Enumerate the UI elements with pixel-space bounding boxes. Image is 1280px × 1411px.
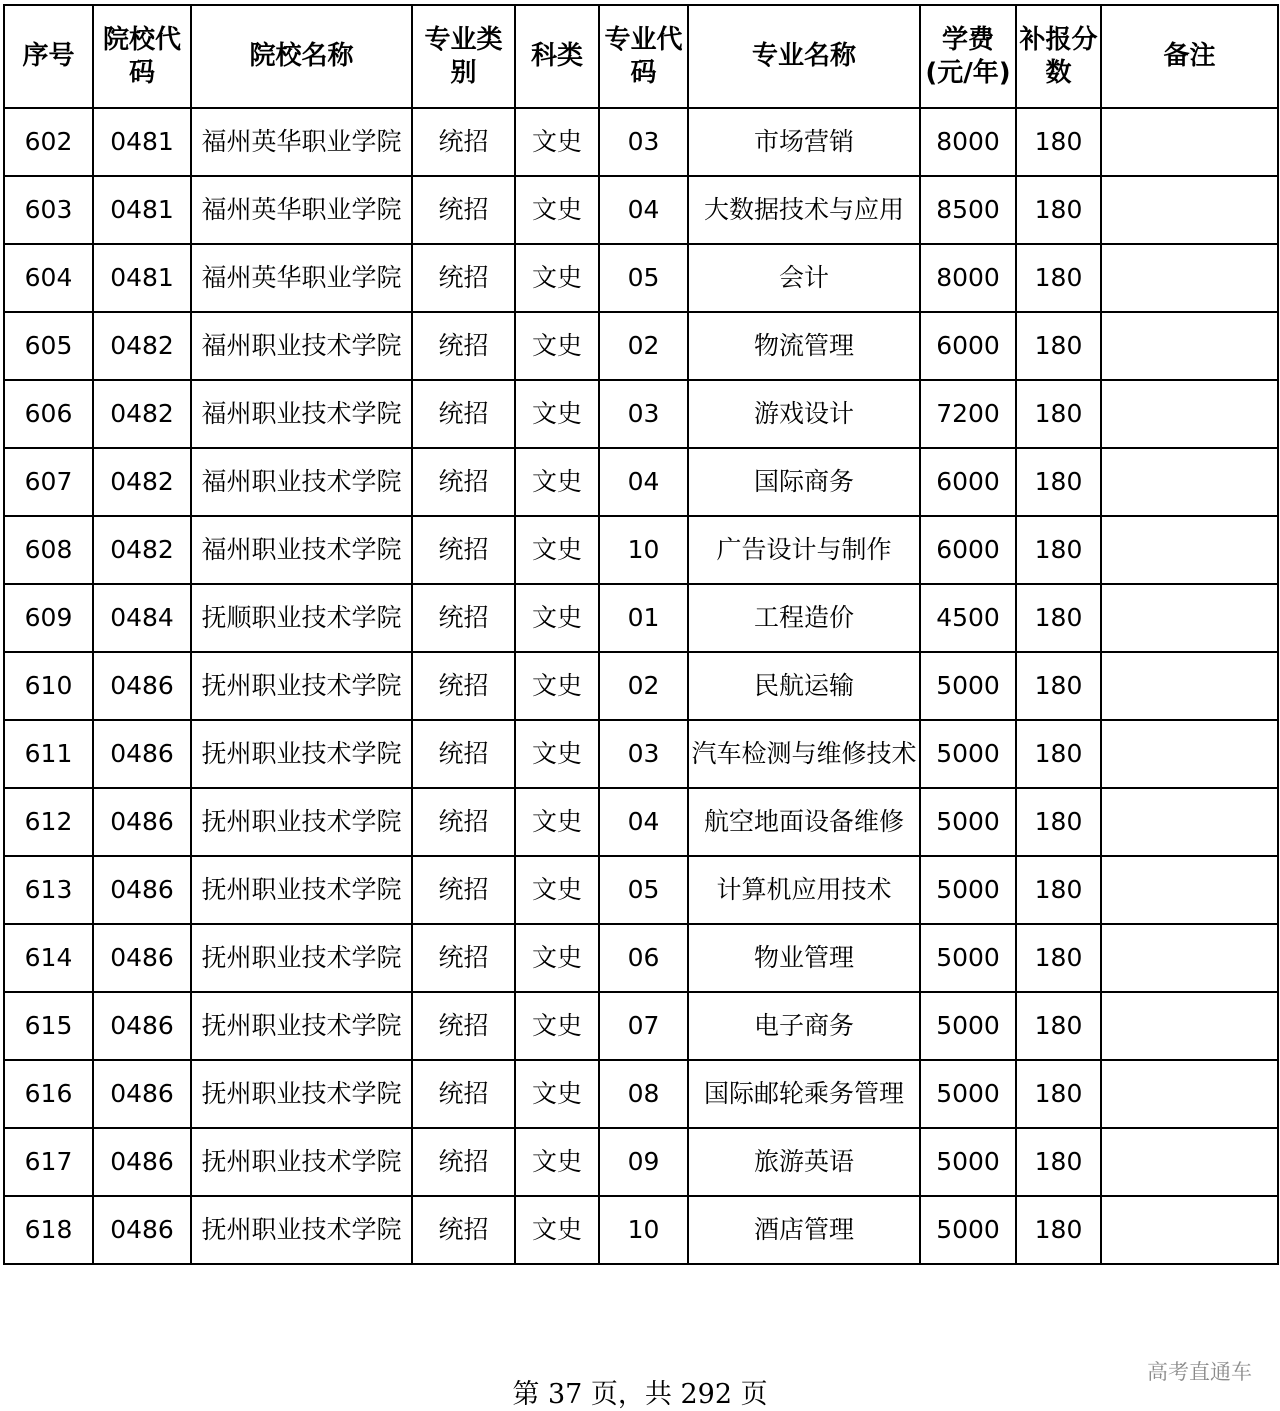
cell-school-name: 抚州职业技术学院 xyxy=(191,856,412,924)
cell-school-name: 抚州职业技术学院 xyxy=(191,1196,412,1264)
header-category: 专业类别 xyxy=(412,5,515,108)
cell-remarks xyxy=(1101,176,1278,244)
cell-subject: 文史 xyxy=(515,312,599,380)
table-row xyxy=(4,584,1278,652)
cell-remarks xyxy=(1101,312,1278,380)
cell-remarks xyxy=(1101,720,1278,788)
cell-score: 180 xyxy=(1016,1196,1101,1264)
cell-major-code: 03 xyxy=(599,720,688,788)
table-row xyxy=(4,652,1278,720)
cell-major-code: 10 xyxy=(599,1196,688,1264)
cell-subject: 文史 xyxy=(515,448,599,516)
cell-school-name: 福州职业技术学院 xyxy=(191,448,412,516)
header-remarks: 备注 xyxy=(1101,5,1278,108)
cell-subject: 文史 xyxy=(515,380,599,448)
cell-major-code: 05 xyxy=(599,244,688,312)
cell-school-code: 0486 xyxy=(93,720,191,788)
cell-major-name: 广告设计与制作 xyxy=(688,516,920,584)
cell-score: 180 xyxy=(1016,992,1101,1060)
table-row xyxy=(4,1128,1278,1196)
cell-subject: 文史 xyxy=(515,992,599,1060)
cell-subject: 文史 xyxy=(515,244,599,312)
cell-school-code: 0486 xyxy=(93,1196,191,1264)
cell-tuition: 6000 xyxy=(920,312,1016,380)
cell-major-name: 物业管理 xyxy=(688,924,920,992)
cell-major-code: 03 xyxy=(599,380,688,448)
cell-tuition: 6000 xyxy=(920,516,1016,584)
cell-major-name: 航空地面设备维修 xyxy=(688,788,920,856)
cell-tuition: 5000 xyxy=(920,1128,1016,1196)
cell-major-name: 电子商务 xyxy=(688,992,920,1060)
cell-remarks xyxy=(1101,1060,1278,1128)
table-row xyxy=(4,516,1278,584)
cell-major-name: 计算机应用技术 xyxy=(688,856,920,924)
cell-school-code: 0486 xyxy=(93,1128,191,1196)
cell-school-code: 0486 xyxy=(93,924,191,992)
cell-subject: 文史 xyxy=(515,856,599,924)
cell-category: 统招 xyxy=(412,176,515,244)
cell-subject: 文史 xyxy=(515,176,599,244)
cell-score: 180 xyxy=(1016,652,1101,720)
cell-major-code: 02 xyxy=(599,652,688,720)
cell-major-code: 07 xyxy=(599,992,688,1060)
header-school-code: 院校代码 xyxy=(93,5,191,108)
cell-school-code: 0486 xyxy=(93,856,191,924)
cell-score: 180 xyxy=(1016,312,1101,380)
cell-subject: 文史 xyxy=(515,516,599,584)
cell-score: 180 xyxy=(1016,1060,1101,1128)
cell-tuition: 5000 xyxy=(920,1060,1016,1128)
cell-school-name: 抚州职业技术学院 xyxy=(191,1060,412,1128)
cell-score: 180 xyxy=(1016,788,1101,856)
cell-index: 614 xyxy=(4,924,93,992)
cell-major-name: 汽车检测与维修技术 xyxy=(688,720,920,788)
cell-remarks xyxy=(1101,992,1278,1060)
cell-major-code: 02 xyxy=(599,312,688,380)
cell-tuition: 6000 xyxy=(920,448,1016,516)
table-row xyxy=(4,176,1278,244)
cell-school-name: 福州英华职业学院 xyxy=(191,244,412,312)
cell-tuition: 8000 xyxy=(920,244,1016,312)
cell-remarks xyxy=(1101,448,1278,516)
cell-school-code: 0486 xyxy=(93,788,191,856)
cell-school-name: 福州职业技术学院 xyxy=(191,380,412,448)
cell-score: 180 xyxy=(1016,584,1101,652)
cell-major-name: 游戏设计 xyxy=(688,380,920,448)
cell-school-code: 0481 xyxy=(93,108,191,176)
cell-major-code: 09 xyxy=(599,1128,688,1196)
cell-category: 统招 xyxy=(412,516,515,584)
cell-index: 609 xyxy=(4,584,93,652)
table-row xyxy=(4,720,1278,788)
table-row xyxy=(4,244,1278,312)
cell-remarks xyxy=(1101,652,1278,720)
cell-category: 统招 xyxy=(412,856,515,924)
cell-score: 180 xyxy=(1016,448,1101,516)
cell-index: 611 xyxy=(4,720,93,788)
table-row xyxy=(4,380,1278,448)
cell-major-code: 04 xyxy=(599,448,688,516)
cell-school-name: 福州职业技术学院 xyxy=(191,516,412,584)
header-school-name: 院校名称 xyxy=(191,5,412,108)
header-major-code: 专业代码 xyxy=(599,5,688,108)
cell-major-code: 04 xyxy=(599,176,688,244)
table-row xyxy=(4,448,1278,516)
cell-major-name: 酒店管理 xyxy=(688,1196,920,1264)
cell-category: 统招 xyxy=(412,992,515,1060)
cell-major-name: 市场营销 xyxy=(688,108,920,176)
cell-subject: 文史 xyxy=(515,108,599,176)
cell-school-code: 0486 xyxy=(93,992,191,1060)
cell-category: 统招 xyxy=(412,448,515,516)
cell-category: 统招 xyxy=(412,380,515,448)
cell-school-name: 抚州职业技术学院 xyxy=(191,788,412,856)
table-row xyxy=(4,856,1278,924)
cell-school-name: 抚州职业技术学院 xyxy=(191,1128,412,1196)
cell-index: 608 xyxy=(4,516,93,584)
cell-remarks xyxy=(1101,516,1278,584)
cell-major-name: 会计 xyxy=(688,244,920,312)
cell-category: 统招 xyxy=(412,1060,515,1128)
cell-score: 180 xyxy=(1016,1128,1101,1196)
cell-category: 统招 xyxy=(412,788,515,856)
cell-school-code: 0486 xyxy=(93,1060,191,1128)
cell-school-name: 福州职业技术学院 xyxy=(191,312,412,380)
cell-school-name: 抚州职业技术学院 xyxy=(191,924,412,992)
cell-tuition: 8000 xyxy=(920,108,1016,176)
cell-tuition: 5000 xyxy=(920,1196,1016,1264)
cell-tuition: 5000 xyxy=(920,856,1016,924)
table-row xyxy=(4,1196,1278,1264)
cell-subject: 文史 xyxy=(515,1060,599,1128)
cell-school-name: 福州英华职业学院 xyxy=(191,108,412,176)
cell-category: 统招 xyxy=(412,244,515,312)
cell-remarks xyxy=(1101,788,1278,856)
cell-major-code: 08 xyxy=(599,1060,688,1128)
cell-index: 603 xyxy=(4,176,93,244)
cell-tuition: 5000 xyxy=(920,652,1016,720)
cell-category: 统招 xyxy=(412,312,515,380)
cell-category: 统招 xyxy=(412,720,515,788)
cell-remarks xyxy=(1101,380,1278,448)
cell-remarks xyxy=(1101,108,1278,176)
cell-category: 统招 xyxy=(412,652,515,720)
cell-index: 616 xyxy=(4,1060,93,1128)
cell-school-code: 0482 xyxy=(93,380,191,448)
cell-category: 统招 xyxy=(412,584,515,652)
cell-remarks xyxy=(1101,856,1278,924)
cell-major-name: 国际商务 xyxy=(688,448,920,516)
cell-major-code: 03 xyxy=(599,108,688,176)
cell-category: 统招 xyxy=(412,924,515,992)
cell-tuition: 7200 xyxy=(920,380,1016,448)
cell-subject: 文史 xyxy=(515,788,599,856)
cell-index: 602 xyxy=(4,108,93,176)
cell-subject: 文史 xyxy=(515,1128,599,1196)
cell-index: 617 xyxy=(4,1128,93,1196)
page-footer: 第 37 页，共 292 页 xyxy=(512,1379,768,1410)
cell-major-name: 物流管理 xyxy=(688,312,920,380)
cell-major-name: 工程造价 xyxy=(688,584,920,652)
cell-remarks xyxy=(1101,1196,1278,1264)
cell-score: 180 xyxy=(1016,856,1101,924)
header-row xyxy=(4,5,1278,108)
cell-major-code: 06 xyxy=(599,924,688,992)
cell-major-code: 04 xyxy=(599,788,688,856)
cell-school-code: 0481 xyxy=(93,244,191,312)
cell-index: 605 xyxy=(4,312,93,380)
cell-major-code: 10 xyxy=(599,516,688,584)
cell-remarks xyxy=(1101,244,1278,312)
watermark: 高考直通车 xyxy=(1147,1360,1252,1384)
cell-school-code: 0481 xyxy=(93,176,191,244)
cell-major-name: 民航运输 xyxy=(688,652,920,720)
cell-index: 615 xyxy=(4,992,93,1060)
cell-index: 604 xyxy=(4,244,93,312)
table-row xyxy=(4,924,1278,992)
cell-tuition: 8500 xyxy=(920,176,1016,244)
cell-school-code: 0482 xyxy=(93,448,191,516)
cell-score: 180 xyxy=(1016,244,1101,312)
cell-index: 610 xyxy=(4,652,93,720)
cell-index: 612 xyxy=(4,788,93,856)
table-row xyxy=(4,312,1278,380)
cell-remarks xyxy=(1101,924,1278,992)
table-row xyxy=(4,992,1278,1060)
header-subject: 科类 xyxy=(515,5,599,108)
cell-school-code: 0486 xyxy=(93,652,191,720)
cell-school-name: 抚州职业技术学院 xyxy=(191,992,412,1060)
table-row xyxy=(4,108,1278,176)
header-score: 补报分数 xyxy=(1016,5,1101,108)
cell-major-name: 旅游英语 xyxy=(688,1128,920,1196)
table-row xyxy=(4,788,1278,856)
cell-index: 618 xyxy=(4,1196,93,1264)
cell-subject: 文史 xyxy=(515,1196,599,1264)
cell-subject: 文史 xyxy=(515,924,599,992)
cell-major-code: 05 xyxy=(599,856,688,924)
cell-tuition: 4500 xyxy=(920,584,1016,652)
cell-index: 606 xyxy=(4,380,93,448)
cell-category: 统招 xyxy=(412,1128,515,1196)
cell-school-name: 抚州职业技术学院 xyxy=(191,652,412,720)
cell-category: 统招 xyxy=(412,1196,515,1264)
cell-school-name: 抚州职业技术学院 xyxy=(191,720,412,788)
cell-tuition: 5000 xyxy=(920,992,1016,1060)
cell-school-code: 0484 xyxy=(93,584,191,652)
cell-index: 607 xyxy=(4,448,93,516)
cell-score: 180 xyxy=(1016,924,1101,992)
cell-remarks xyxy=(1101,584,1278,652)
cell-score: 180 xyxy=(1016,720,1101,788)
cell-score: 180 xyxy=(1016,516,1101,584)
cell-subject: 文史 xyxy=(515,652,599,720)
cell-major-code: 01 xyxy=(599,584,688,652)
admission-table xyxy=(3,4,1279,1265)
cell-school-name: 福州英华职业学院 xyxy=(191,176,412,244)
cell-tuition: 5000 xyxy=(920,788,1016,856)
cell-score: 180 xyxy=(1016,380,1101,448)
header-major-name: 专业名称 xyxy=(688,5,920,108)
cell-score: 180 xyxy=(1016,108,1101,176)
cell-school-name: 抚顺职业技术学院 xyxy=(191,584,412,652)
cell-category: 统招 xyxy=(412,108,515,176)
cell-school-code: 0482 xyxy=(93,312,191,380)
cell-index: 613 xyxy=(4,856,93,924)
cell-subject: 文史 xyxy=(515,720,599,788)
header-tuition: 学费(元/年) xyxy=(920,5,1016,108)
cell-subject: 文史 xyxy=(515,584,599,652)
cell-major-name: 大数据技术与应用 xyxy=(688,176,920,244)
cell-tuition: 5000 xyxy=(920,924,1016,992)
cell-school-code: 0482 xyxy=(93,516,191,584)
cell-tuition: 5000 xyxy=(920,720,1016,788)
cell-major-name: 国际邮轮乘务管理 xyxy=(688,1060,920,1128)
table-row xyxy=(4,1060,1278,1128)
header-index: 序号 xyxy=(4,5,93,108)
cell-score: 180 xyxy=(1016,176,1101,244)
cell-remarks xyxy=(1101,1128,1278,1196)
